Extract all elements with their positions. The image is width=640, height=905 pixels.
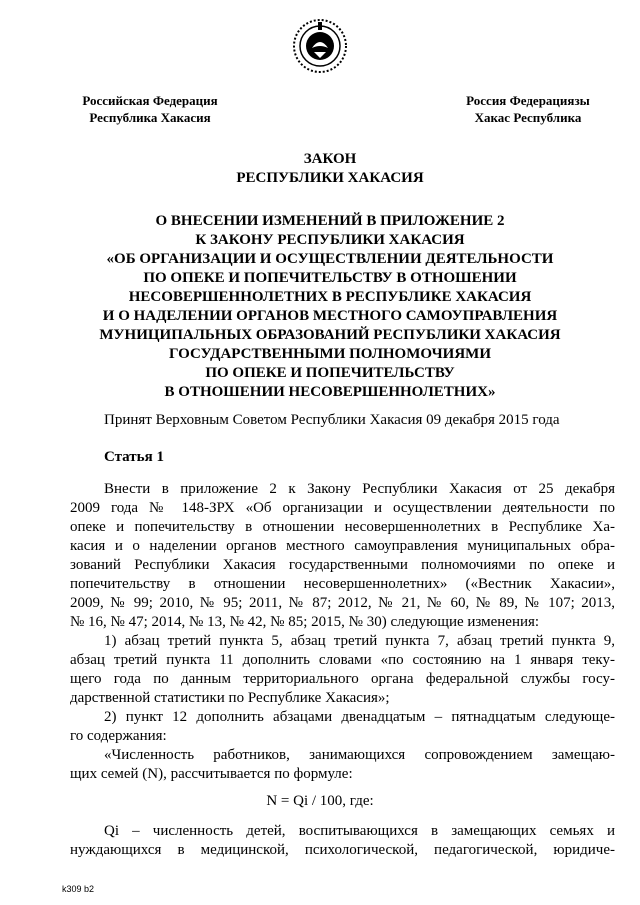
subject-line: МУНИЦИПАЛЬНЫХ ОБРАЗОВАНИЙ РЕСПУБЛИКИ ХАКАСИЯ — [99, 327, 561, 343]
text-line: Qi – численность детей, воспитывающихся в замещающих семьях и — [104, 823, 615, 839]
subject-line: И О НАДЕЛЕНИИ ОРГАНОВ МЕСТНОГО САМОУПРАВЛЕНИЯ — [102, 308, 558, 324]
text-line: 2009, № 99; 2010, № 95; 2011, № 87; 2012, № 21, № 60, № 89, № 107; 2013, — [70, 595, 615, 611]
text-line: нуждающихся в медицинской, психологической, педагогической, юридиче- — [70, 842, 615, 858]
text-line: касия и о наделении органов местного самоуправления муниципальных обра- — [70, 538, 615, 554]
text-line: зований Республики Хакасия государственными полномочиями по опеке и — [70, 557, 615, 573]
subject-line: К ЗАКОНУ РЕСПУБЛИКИ ХАКАСИЯ — [195, 232, 465, 248]
header-left — [70, 92, 230, 126]
text-line: го содержания: — [70, 728, 167, 744]
article-body-continued — [70, 822, 615, 860]
law-title — [40, 150, 620, 188]
text-line: 2009 года № 148-ЗРХ «Об организации и осуществлении деятельности по — [70, 500, 615, 516]
subject-line: В ОТНОШЕНИИ НЕСОВЕРШЕННОЛЕТНИХ» — [164, 384, 496, 400]
coat-of-arms-icon — [292, 18, 348, 74]
formula: N = Qi / 100, где: — [266, 793, 374, 809]
header-left-line2: Республика Хакасия — [89, 110, 211, 125]
subject-line: ПО ОПЕКЕ И ПОПЕЧИТЕЛЬСТВУ В ОТНОШЕНИИ — [143, 270, 517, 286]
text-line: Внести в приложение 2 к Закону Республики Хакасия от 25 декабря — [104, 481, 615, 497]
text-line: 2) пункт 12 дополнить абзацами двенадцатым – пятнадцатым следующе- — [104, 709, 615, 725]
header-right-line1: Россия Федерациязы — [466, 93, 590, 108]
subject-line: ПО ОПЕКЕ И ПОПЕЧИТЕЛЬСТВУ — [205, 365, 455, 381]
text-line: № 16, № 47; 2014, № 13, № 42, № 85; 2015, № 30) следующие изменения: — [70, 614, 540, 630]
text-line: опеке и попечительству в отношении несовершеннолетних в Республике Ха- — [70, 519, 615, 535]
adoption-line: Принят Верховным Советом Республики Хакасия 09 декабря 2015 года — [104, 412, 560, 428]
text-line: «Численность работников, занимающихся сопровождением замещаю- — [104, 747, 615, 763]
text-line: дарственной статистики по Республике Хакасия»; — [70, 690, 390, 706]
subject-line: «ОБ ОРГАНИЗАЦИИ И ОСУЩЕСТВЛЕНИИ ДЕЯТЕЛЬНОСТИ — [106, 251, 554, 267]
text-line: щих семей (N), рассчитывается по формуле: — [70, 766, 353, 782]
article-body — [70, 480, 615, 784]
header-left-line1: Российская Федерация — [82, 93, 218, 108]
law-title-line2: РЕСПУБЛИКИ ХАКАСИЯ — [236, 170, 424, 186]
header-right-line2: Хакас Республика — [474, 110, 582, 125]
text-line: щего года по данным территориального органа федеральной службы госу- — [70, 671, 615, 687]
law-subject — [60, 212, 600, 402]
article-title: Статья 1 — [104, 449, 164, 465]
text-line: попечительству в отношении несовершеннолетних» («Вестник Хакасии», — [70, 576, 615, 592]
header-right — [448, 92, 608, 126]
subject-line: ГОСУДАРСТВЕННЫМИ ПОЛНОМОЧИЯМИ — [168, 346, 492, 362]
footer-code: k309 b2 — [62, 884, 95, 894]
subject-line: О ВНЕСЕНИИ ИЗМЕНЕНИЙ В ПРИЛОЖЕНИЕ 2 — [155, 213, 505, 229]
text-line: 1) абзац третий пункта 5, абзац третий пункта 7, абзац третий пункта 9, — [104, 633, 615, 649]
text-line: абзац третий пункта 11 дополнить словами «по состоянию на 1 января теку- — [70, 652, 615, 668]
law-title-line1: ЗАКОН — [303, 151, 357, 167]
subject-line: НЕСОВЕРШЕННОЛЕТНИХ В РЕСПУБЛИКЕ ХАКАСИЯ — [128, 289, 532, 305]
